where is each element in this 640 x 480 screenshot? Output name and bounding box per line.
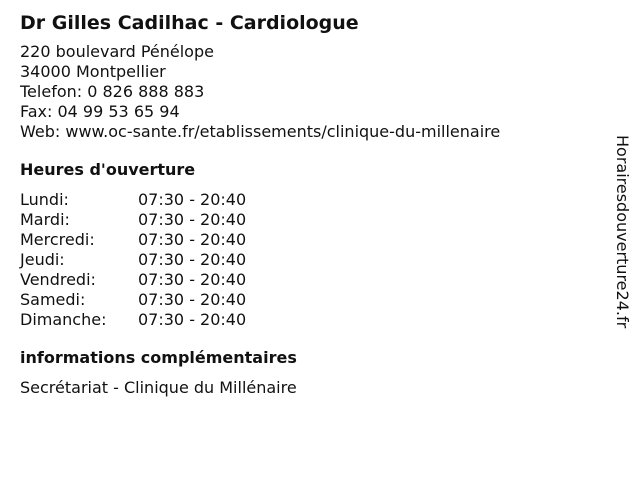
additional-info-heading: informations complémentaires (20, 348, 297, 367)
hours-time: 07:30 - 20:40 (138, 250, 247, 269)
hours-day: Samedi: (20, 290, 86, 309)
hours-day: Lundi: (20, 190, 69, 209)
website-link[interactable]: Web: www.oc-sante.fr/etablissements/clinique-du-millenaire (20, 122, 501, 141)
side-brand-watermark: Horairesdouverture24.fr (613, 135, 632, 329)
opening-hours-table (20, 190, 600, 330)
hours-row-thursday (20, 250, 600, 270)
hours-time: 07:30 - 20:40 (138, 290, 247, 309)
hours-row-monday (20, 190, 600, 210)
fax-number: Fax: 04 99 53 65 94 (20, 102, 180, 121)
hours-row-wednesday (20, 230, 600, 250)
address-block (20, 42, 600, 142)
hours-time: 07:30 - 20:40 (138, 270, 247, 289)
hours-time: 07:30 - 20:40 (138, 230, 247, 249)
hours-row-tuesday (20, 210, 600, 230)
hours-row-sunday (20, 310, 600, 330)
hours-row-friday (20, 270, 600, 290)
phone-number: Telefon: 0 826 888 883 (20, 82, 205, 101)
page-title: Dr Gilles Cadilhac - Cardiologue (20, 12, 359, 34)
address-city: 34000 Montpellier (20, 62, 166, 81)
hours-day: Mardi: (20, 210, 70, 229)
hours-time: 07:30 - 20:40 (138, 210, 247, 229)
hours-time: 07:30 - 20:40 (138, 310, 247, 329)
opening-hours-heading: Heures d'ouverture (20, 160, 196, 179)
practice-card (20, 10, 600, 398)
hours-day: Vendredi: (20, 270, 96, 289)
hours-day: Dimanche: (20, 310, 107, 329)
hours-day: Mercredi: (20, 230, 95, 249)
hours-day: Jeudi: (20, 250, 65, 269)
hours-time: 07:30 - 20:40 (138, 190, 247, 209)
additional-info-text: Secrétariat - Clinique du Millénaire (20, 378, 297, 397)
hours-row-saturday (20, 290, 600, 310)
address-street: 220 boulevard Pénélope (20, 42, 214, 61)
